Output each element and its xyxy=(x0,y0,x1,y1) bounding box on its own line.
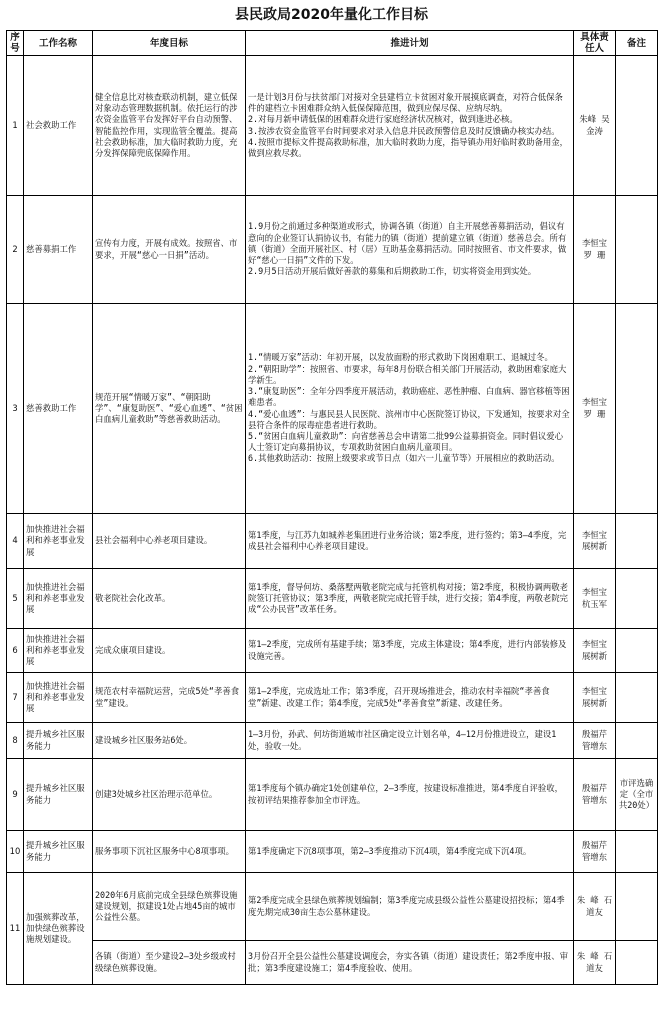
header-row xyxy=(7,31,658,56)
plan-line: 3月份召开全县公益性公墓建设调度会，夯实各镇（街道）建设责任；第2季度申报、审批；第3季度建设施工；第4季度验收、使用。 xyxy=(248,951,568,973)
row-resp: 殷福芹 管增东 xyxy=(574,759,616,831)
table-row xyxy=(7,873,658,941)
table-row xyxy=(7,304,658,514)
plan-line: 第1—2季度，完成选址工作；第3季度，召开现场推进会，推动农村幸福院“孝善食堂”新建、改建工作；第4季度，完成5处“孝善食堂”新建、改建任务。 xyxy=(248,686,550,708)
row-plan xyxy=(246,304,574,514)
row-name: 提升城乡社区服务能力 xyxy=(24,723,93,759)
row-resp: 殷福芹 管增东 xyxy=(574,723,616,759)
row-resp: 朱峰 吴金涛 xyxy=(574,56,616,196)
row-resp: 朱 峰 石道友 xyxy=(574,941,616,985)
row-no: 4 xyxy=(7,514,24,569)
row-note xyxy=(616,514,658,569)
row-goal: 创建3处城乡社区治理示范单位。 xyxy=(93,759,246,831)
row-note xyxy=(616,673,658,723)
row-name: 社会救助工作 xyxy=(24,56,93,196)
row-plan xyxy=(246,569,574,629)
row-name: 提升城乡社区服务能力 xyxy=(24,831,93,873)
row-resp: 李恒宝 罗 珊 xyxy=(574,304,616,514)
plan-line: 2.对每月新申请低保的困难群众进行家庭经济状况核对，做到逢进必核。 xyxy=(248,114,518,125)
row-name: 加快推进社会福利和养老事业发展 xyxy=(24,514,93,569)
plan-line: 第1季度，督导何坊、桑落墅两敬老院完成与托管机构对接；第2季度，积极协调两敬老院签订托管协议；第3季度，两敬老院完成托管手续，进行交接；第4季度，两敬老院完成“公办民营”改革任务。 xyxy=(248,581,568,615)
table-row xyxy=(7,831,658,873)
plan-line: 1.9月份之前通过多种渠道或形式，协调各镇（街道）自主开展慈善募捐活动，倡议有意向的企业签订认捐协议书，有能力的镇（街道）提前建立镇（街道）慈善总会。所有镇（街道）全面开展社区、村（居）互助基金募捐活动。同时按照省、市文件要求，做好“慈心一日捐”文件的下发。 xyxy=(248,221,567,266)
table-row xyxy=(7,514,658,569)
row-note xyxy=(616,196,658,304)
table-body xyxy=(7,56,658,985)
row-goal: 规范开展“情暖万家”、“朝阳助学”、“康复助医”、“爱心血透”、“贫困白血病儿童救助”等慈善救助活动。 xyxy=(93,304,246,514)
row-note xyxy=(616,56,658,196)
row-goal: 规范农村幸福院运营，完成5处“孝善食堂”建设。 xyxy=(93,673,246,723)
work-target-table xyxy=(6,30,658,985)
row-no: 9 xyxy=(7,759,24,831)
row-plan xyxy=(246,723,574,759)
plan-line: 第2季度完成全县绿色殡葬规划编制；第3季度完成县级公益性公墓建设招投标；第4季度先期完成30亩生态公墓林建设。 xyxy=(248,895,565,917)
plan-line: 2.“朝阳助学”：按照省、市要求，每年8月份联合相关部门开展活动，救助困难家庭大学新生。 xyxy=(248,363,567,385)
row-goal: 宣传有力度，开展有成效。按照省、市要求，开展“慈心一日捐”活动。 xyxy=(93,196,246,304)
row-no: 8 xyxy=(7,723,24,759)
row-name: 加强殡葬改革，加快绿色殡葬设施规划建设。 xyxy=(24,873,93,985)
plan-line: 第1季度确定下沉8项事项，第2—3季度推动下沉4项，第4季度完成下沉4项。 xyxy=(248,845,532,856)
header-goal: 年度目标 xyxy=(93,31,246,56)
plan-line: 1.“情暖万家”活动：年初开展，以发放面粉的形式救助下岗困难职工、退城过冬。 xyxy=(248,352,553,363)
row-goal: 完成众康项目建设。 xyxy=(93,629,246,673)
table-row xyxy=(7,56,658,196)
plan-line: 第1—2季度，完成所有基建手续；第3季度，完成主体建设；第4季度，进行内部装修及设施完善。 xyxy=(248,639,567,661)
row-no: 7 xyxy=(7,673,24,723)
plan-line: 3.按涉农资金监管平台时间要求对录入信息并民政预警信息及时反馈确办核实办结。 xyxy=(248,125,560,136)
row-note xyxy=(616,629,658,673)
row-plan xyxy=(246,56,574,196)
row-note xyxy=(616,569,658,629)
row-resp: 李恒宝 杭玉军 xyxy=(574,569,616,629)
row-goal: 敬老院社会化改革。 xyxy=(93,569,246,629)
table-row xyxy=(7,941,658,985)
row-no: 1 xyxy=(7,56,24,196)
table-row xyxy=(7,196,658,304)
header-resp: 具体责任人 xyxy=(574,31,616,56)
row-resp: 李恒宝 展树新 xyxy=(574,514,616,569)
row-note xyxy=(616,723,658,759)
row-plan xyxy=(246,196,574,304)
row-name: 提升城乡社区服务能力 xyxy=(24,759,93,831)
header-name: 工作名称 xyxy=(24,31,93,56)
row-goal: 县社会福利中心养老项目建设。 xyxy=(93,514,246,569)
row-resp: 殷福芹 管增东 xyxy=(574,831,616,873)
row-resp: 李恒宝 展树新 xyxy=(574,673,616,723)
table-row xyxy=(7,723,658,759)
plan-line: 6.其他救助活动：按照上级要求或节日点（如六一儿童节等）开展相应的救助活动。 xyxy=(248,453,560,464)
row-goal: 2020年6月底前完成全县绿色殡葬设施建设规划，拟建设1处占地45亩的城市公益性公墓。 xyxy=(93,873,246,941)
row-goal: 服务事项下沉社区服务中心8项事项。 xyxy=(93,831,246,873)
header-no: 序号 xyxy=(7,31,24,56)
plan-line: 3.“康复助医”：全年分四季度开展活动，救助癌症、恶性肿瘤、白血病、器官移植等困难患者。 xyxy=(248,386,570,408)
table-row xyxy=(7,629,658,673)
table-row xyxy=(7,569,658,629)
table-row xyxy=(7,673,658,723)
row-name: 慈善募捐工作 xyxy=(24,196,93,304)
plan-line: 第1季度每个镇办确定1处创建单位，2—3季度，按建设标准推进，第4季度自评验收，按初评结果推荐参加全市评选。 xyxy=(248,783,564,805)
row-plan xyxy=(246,759,574,831)
row-plan xyxy=(246,873,574,941)
row-name: 加快推进社会福利和养老事业发展 xyxy=(24,673,93,723)
row-note xyxy=(616,304,658,514)
row-goal: 健全信息比对核查联动机制，建立低保对象动态管理数据机制。依托运行的涉农资金监管平台发挥好平台自动预警、智能监控作用，实现监管全覆盖。提高社会救助标准，加大临时救助力度，充分发挥保障兜底保障作用。 xyxy=(93,56,246,196)
document-title: 县民政局2020年量化工作目标 xyxy=(235,7,428,23)
header-plan: 推进计划 xyxy=(246,31,574,56)
plan-line: 4.按照市提标文件提高救助标准，加大临时救助力度，指导镇办用好临时救助备用金，做到应救尽救。 xyxy=(248,136,568,158)
row-no: 10 xyxy=(7,831,24,873)
row-note xyxy=(616,831,658,873)
row-note xyxy=(616,941,658,985)
row-no: 5 xyxy=(7,569,24,629)
row-plan xyxy=(246,514,574,569)
row-no: 2 xyxy=(7,196,24,304)
row-name: 加快推进社会福利和养老事业发展 xyxy=(24,569,93,629)
row-resp: 朱 峰 石道友 xyxy=(574,873,616,941)
plan-line: 4.“爱心血透”：与惠民县人民医院、滨州市中心医院签订协议，下发通知，按要求对全县符合条件的尿毒症患者进行救助。 xyxy=(248,408,570,430)
plan-line: 1—3月份，孙武、何坊街道城市社区确定设立计划名单，4—12月份推进设立，建设1处，验收一处。 xyxy=(248,729,557,751)
row-name: 加快推进社会福利和养老事业发展 xyxy=(24,629,93,673)
row-goal: 各镇（街道）至少建设2—3处乡级或村级绿色殡葬设施。 xyxy=(93,941,246,985)
row-plan xyxy=(246,941,574,985)
header-note: 备注 xyxy=(616,31,658,56)
row-plan xyxy=(246,831,574,873)
row-note: 市评选确定（全市共20处） xyxy=(616,759,658,831)
plan-line: 5.“贫困白血病儿童救助”：向省慈善总会申请第二批99公益募捐资金。同时倡议爱心人士签订定向募捐协议，专项救助贫困白血病儿童项目。 xyxy=(248,430,564,453)
row-plan xyxy=(246,629,574,673)
row-no: 6 xyxy=(7,629,24,673)
row-plan xyxy=(246,673,574,723)
table-row xyxy=(7,759,658,831)
row-note xyxy=(616,873,658,941)
row-resp: 李恒宝 罗 珊 xyxy=(574,196,616,304)
plan-line: 2.9月5日活动开展后做好善款的募集和后期救助工作，切实将资金用到实处。 xyxy=(248,266,537,277)
plan-line: 一是计划3月份与扶贫部门对接对全县建档立卡贫困对象开展摸底调查，对符合低保条件的建档立卡困难群众纳入低保保障范围，做到应保尽保、应纳尽纳。 xyxy=(248,91,563,114)
row-name: 慈善救助工作 xyxy=(24,304,93,514)
row-resp: 李恒宝 展树新 xyxy=(574,629,616,673)
row-no: 11 xyxy=(7,873,24,985)
row-no: 3 xyxy=(7,304,24,514)
row-goal: 建设城乡社区服务站6处。 xyxy=(93,723,246,759)
plan-line: 第1季度，与江苏九如城养老集团进行业务洽谈；第2季度，进行签约；第3—4季度，完成县社会福利中心养老项目建设。 xyxy=(248,529,567,551)
